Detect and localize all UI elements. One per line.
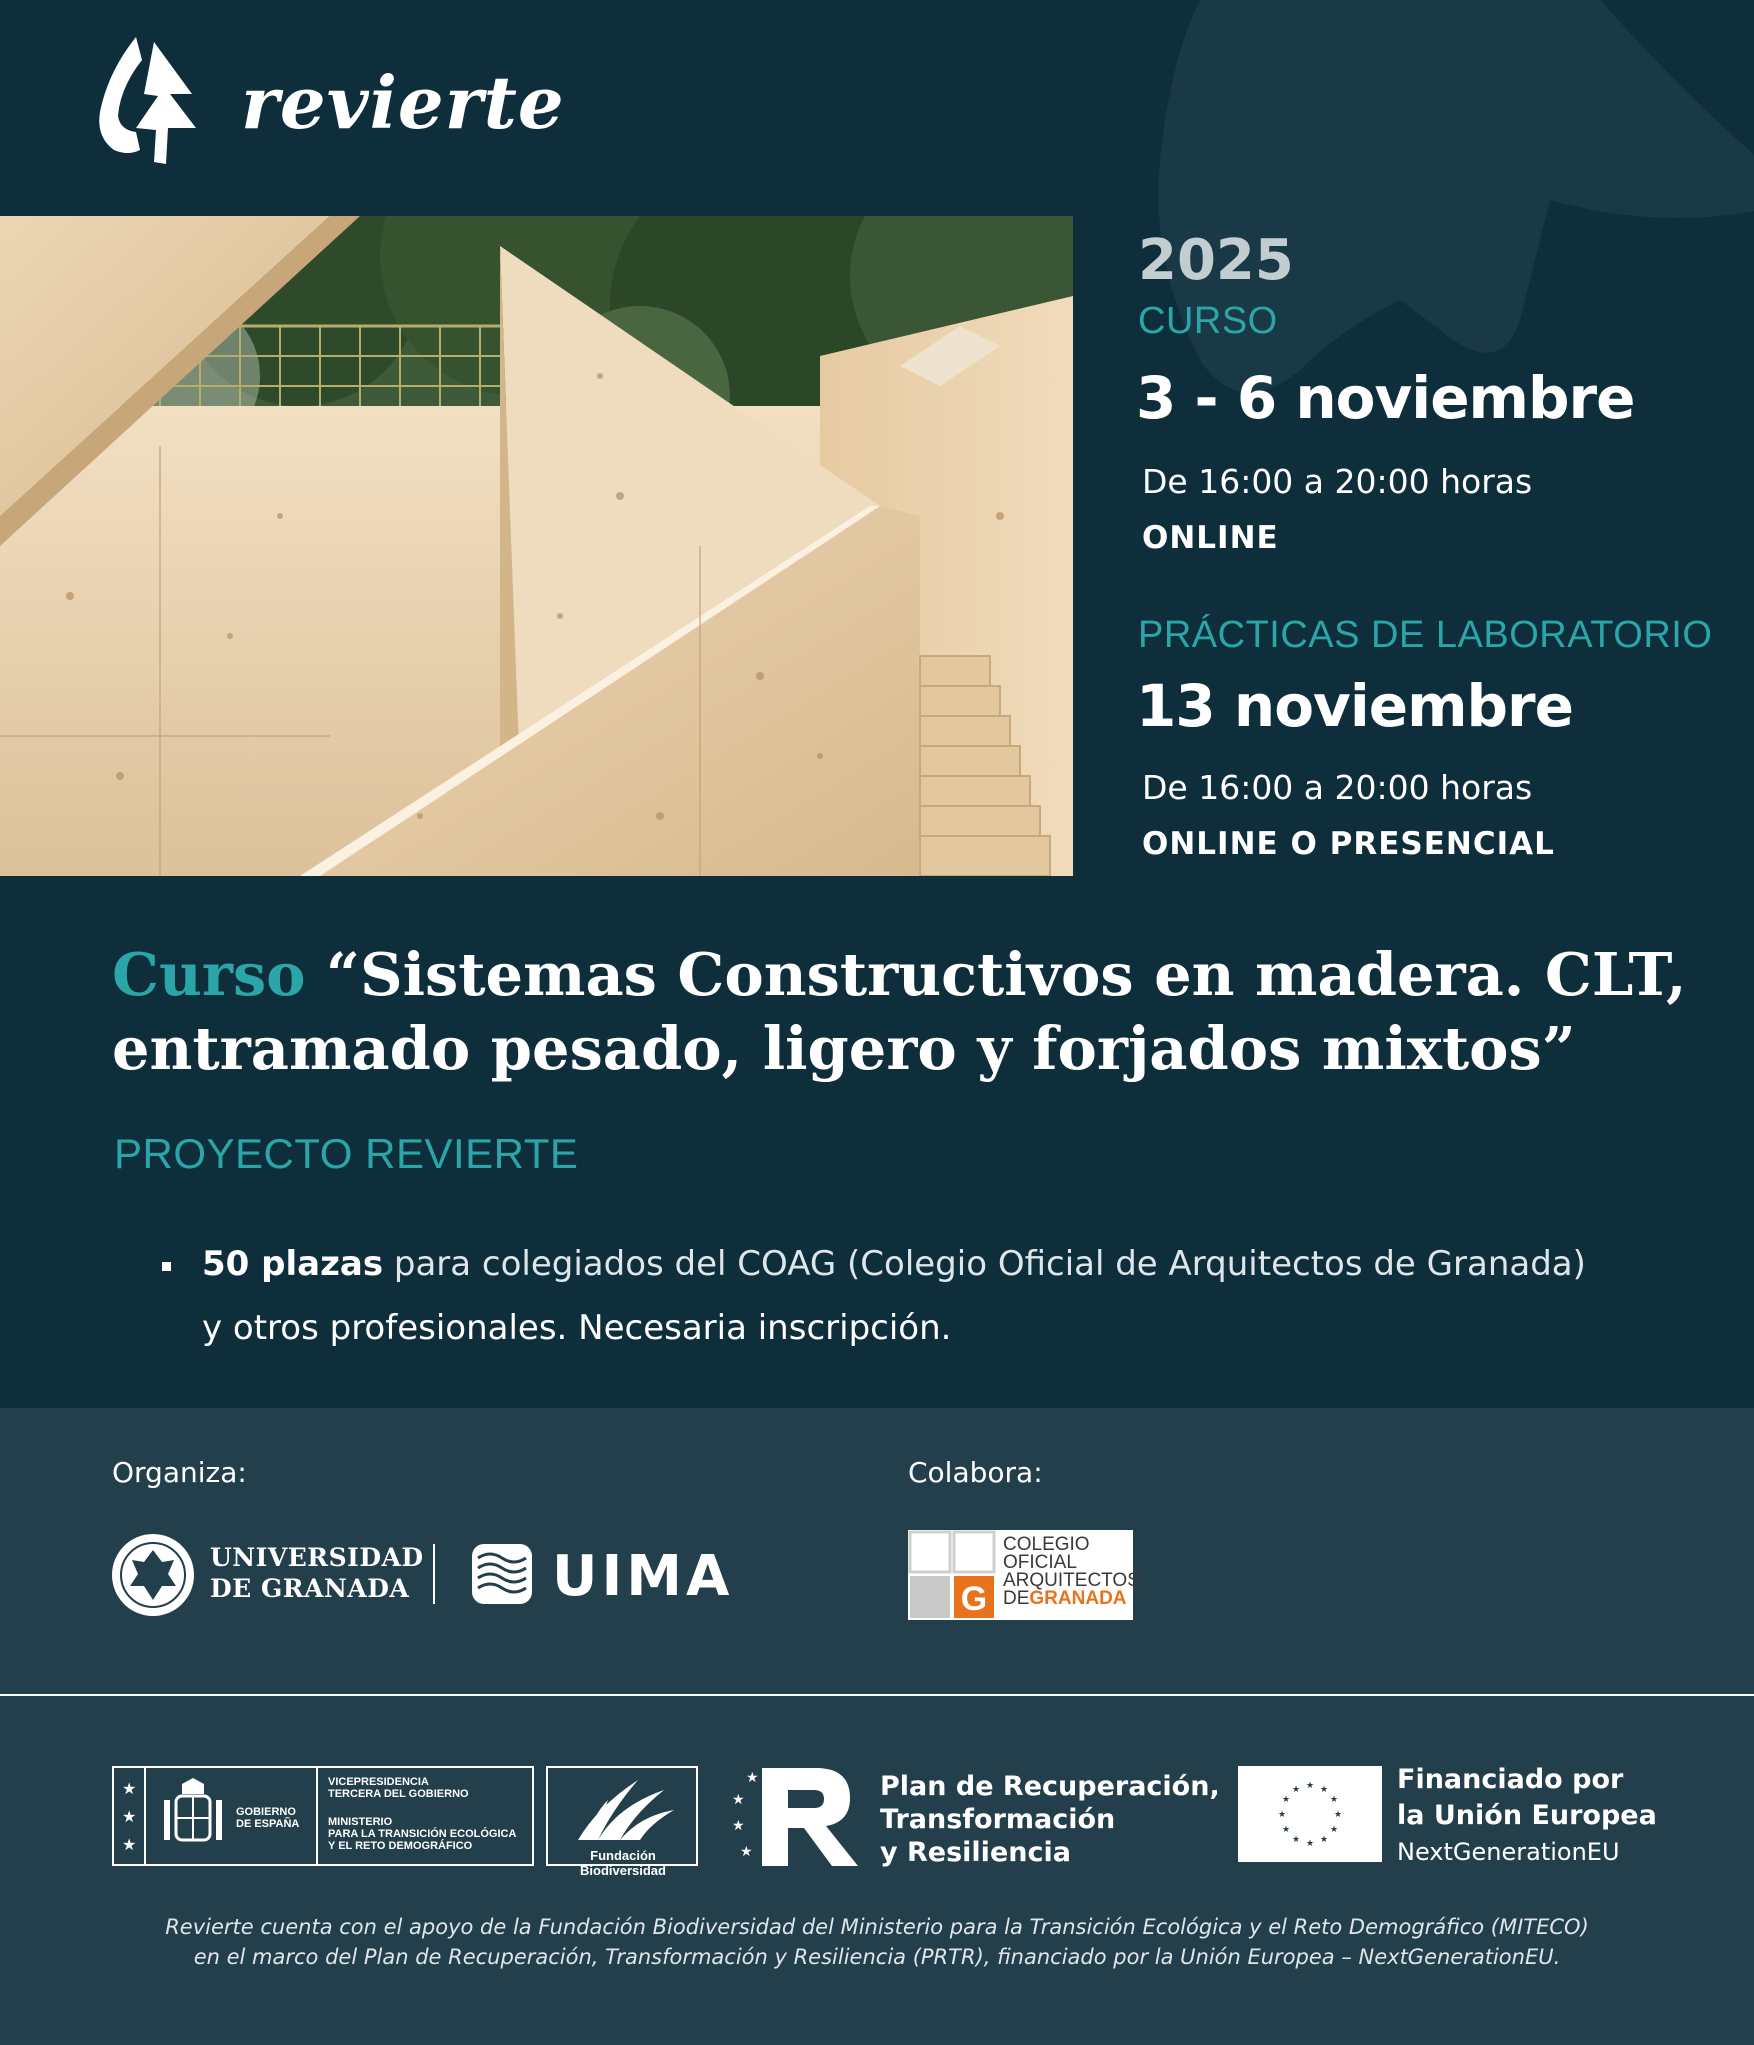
prtr-line-2: Transformación [880, 1804, 1116, 1835]
svg-text:★: ★ [1319, 1785, 1329, 1795]
ministry-line-2: PARA LA TRANSICIÓN ECOLÓGICA [328, 1828, 517, 1840]
svg-text:★: ★ [746, 1770, 759, 1786]
fundacion-biodiversidad-logo [546, 1766, 698, 1878]
ugr-line-2: DE GRANADA [210, 1574, 410, 1603]
brand-name: revierte [241, 60, 565, 145]
organiza-label: Organiza: [112, 1456, 247, 1489]
footnote-line-1: Revierte cuenta con el apoyo de la Fundación Biodiversidad del Ministerio para la Transición Ecológica y el Reto Demográfico (MITECO) [165, 1915, 1589, 1939]
government-logo [112, 1766, 534, 1866]
course-title [112, 938, 1732, 1086]
svg-text:★: ★ [732, 1792, 745, 1808]
gob-divider-1 [144, 1768, 146, 1864]
coat-of-arms-icon [158, 1778, 228, 1854]
svg-text:★: ★ [1305, 1839, 1315, 1849]
eu-flag [1238, 1766, 1382, 1862]
svg-text:★: ★ [122, 1779, 137, 1798]
eu-funding-text [1397, 1762, 1657, 1870]
photo-illustration [0, 216, 1073, 876]
svg-text:★: ★ [1329, 1825, 1339, 1835]
coag-mark-icon [908, 1530, 998, 1620]
coag-logo [908, 1530, 1140, 1620]
eu-line-1: Financiado por [1397, 1764, 1624, 1795]
eu-line-2: la Unión Europea [1397, 1800, 1657, 1831]
ministry-line-3: Y EL RETO DEMOGRÁFICO [328, 1840, 473, 1852]
title-line-2: entramado pesado, ligero y forjados mixtos” [112, 1014, 1576, 1083]
title-line-1: “Sistemas Constructivos en madera. CLT, [305, 940, 1687, 1009]
lab-date: 13 noviembre [1136, 672, 1573, 740]
lab-label: PRÁCTICAS DE LABORATORIO [1138, 614, 1713, 656]
gob-divider-2 [316, 1768, 318, 1864]
footnote-line-2: en el marco del Plan de Recuperación, Transformación y Resiliencia (PRTR), financiado por la Unión Europea – NextGenerationEU. [193, 1945, 1561, 1969]
event-year: 2025 [1138, 228, 1294, 293]
svg-text:★: ★ [122, 1807, 137, 1826]
prtr-line-1: Plan de Recuperación, [880, 1771, 1220, 1802]
section-divider [0, 1694, 1754, 1696]
svg-text:★: ★ [1277, 1810, 1287, 1820]
svg-text:★: ★ [740, 1844, 753, 1860]
coag-line-2: OFICIAL [1003, 1552, 1077, 1573]
svg-text:★: ★ [1305, 1781, 1315, 1791]
svg-text:G: G [960, 1580, 988, 1618]
gob-line-2: DE ESPAÑA [236, 1818, 300, 1830]
ugr-line-1: UNIVERSIDAD [210, 1543, 424, 1572]
uima-waves-icon [472, 1544, 532, 1604]
bullet-square-icon [162, 1262, 171, 1271]
seats-audience: para colegiados del COAG (Colegio Oficial de Arquitectos de Granada) [383, 1244, 1586, 1284]
course-label: CURSO [1138, 300, 1278, 342]
svg-text:★: ★ [732, 1818, 745, 1834]
revierte-tree-icon [96, 32, 211, 167]
grass-icon [568, 1776, 676, 1842]
coag-line-4b: GRANADA [1029, 1588, 1127, 1609]
seats-note: y otros profesionales. Necesaria inscripción. [202, 1308, 952, 1348]
uima-name: UIMA [552, 1544, 734, 1609]
fb-name: Fundación Biodiversidad [580, 1848, 666, 1878]
ugr-uima-logos [110, 1530, 734, 1620]
svg-text:★: ★ [1281, 1795, 1291, 1805]
project-label: PROYECTO REVIERTE [114, 1130, 579, 1177]
svg-text:★: ★ [1291, 1835, 1301, 1845]
gob-line-1: GOBIERNO [236, 1806, 296, 1818]
colabora-label: Colabora: [908, 1456, 1043, 1489]
coag-line-3: ARQUITECTOS [1003, 1570, 1140, 1591]
course-dates: 3 - 6 noviembre [1136, 364, 1635, 432]
title-prefix: Curso [112, 940, 306, 1009]
ministry-name [328, 1816, 516, 1852]
lab-mode: ONLINE O PRESENCIAL [1142, 826, 1555, 862]
footnote [100, 1912, 1654, 1972]
vice-name [328, 1776, 469, 1800]
ugr-name [210, 1542, 424, 1604]
clt-construction-photo [0, 216, 1073, 876]
coag-name [1003, 1536, 1140, 1608]
lab-time: De 16:00 a 20:00 horas [1142, 768, 1533, 807]
coag-line-1: COLEGIO [1003, 1534, 1090, 1555]
revierte-logo [96, 32, 565, 167]
svg-text:★: ★ [1281, 1825, 1291, 1835]
svg-text:★: ★ [122, 1835, 137, 1854]
gob-name [236, 1806, 299, 1830]
vice-line-2: TERCERA DEL GOBIERNO [328, 1788, 469, 1800]
ugr-seal-icon [110, 1532, 196, 1618]
eu-flag-stars-icon [1238, 1766, 1382, 1862]
vice-line-1: VICEPRESIDENCIA [328, 1776, 429, 1788]
svg-text:★: ★ [1329, 1795, 1339, 1805]
seats-bullet [162, 1232, 1642, 1360]
eu-line-3: NextGenerationEU [1397, 1838, 1620, 1866]
svg-text:★: ★ [1319, 1835, 1329, 1845]
course-time: De 16:00 a 20:00 horas [1142, 462, 1533, 501]
prtr-r-logo-icon [732, 1764, 862, 1868]
course-mode: ONLINE [1142, 520, 1279, 556]
logo-divider [433, 1544, 435, 1604]
coag-line-4a: DE [1003, 1588, 1030, 1609]
prtr-line-3: y Resiliencia [880, 1837, 1071, 1868]
svg-text:★: ★ [1291, 1785, 1301, 1795]
prtr-name [880, 1770, 1220, 1869]
ministry-line-1: MINISTERIO [328, 1816, 393, 1828]
svg-text:★: ★ [1333, 1810, 1343, 1820]
seats-count: 50 plazas [202, 1244, 384, 1284]
